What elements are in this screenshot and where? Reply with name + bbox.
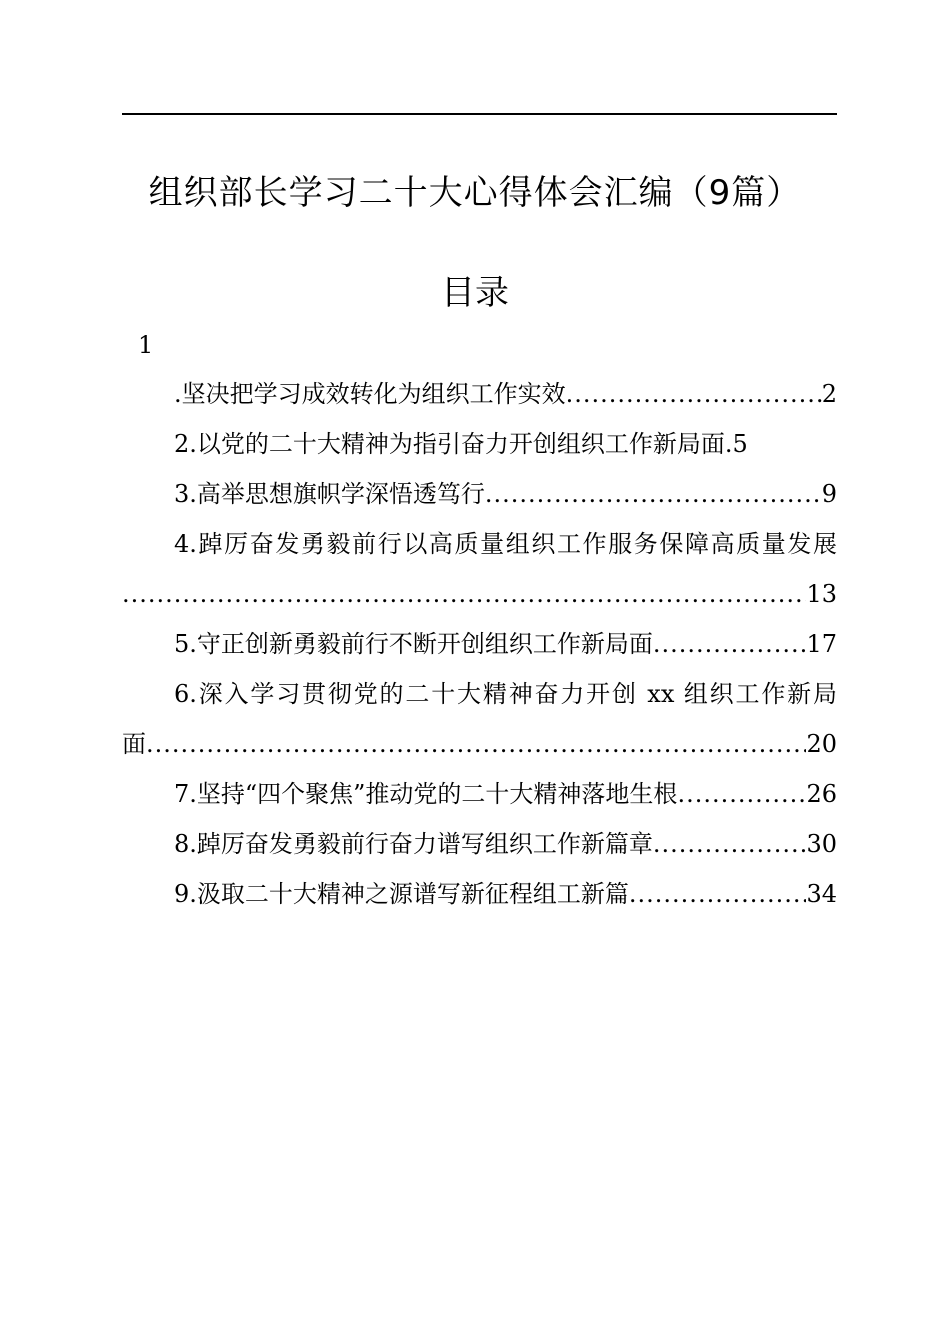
- toc-entry-title: .坚决把学习成效转化为组织工作实效: [174, 380, 566, 408]
- toc-entry-7[interactable]: [122, 769, 837, 819]
- toc-leader-dots: [653, 619, 807, 669]
- toc-list: [122, 369, 837, 919]
- toc-entry-title: 9.汲取二十大精神之源谱写新征程组工新篇: [174, 880, 629, 908]
- toc-entry-5[interactable]: [122, 619, 837, 669]
- toc-entry-title: 6.深入学习贯彻党的二十大精神奋力开创 xx 组织工作新局: [174, 680, 837, 708]
- toc-entry-6[interactable]: [122, 669, 837, 769]
- toc-entry-8[interactable]: [122, 819, 837, 869]
- toc-entry-4[interactable]: [122, 519, 837, 619]
- toc-entry-page: 13: [806, 580, 837, 608]
- toc-entry-1[interactable]: [122, 369, 837, 419]
- toc-leader-dots: [629, 869, 807, 919]
- toc-entry-page: 30: [806, 830, 837, 858]
- toc-leader-dots: [653, 819, 807, 869]
- toc-entry-title: 7.坚持“四个聚焦”推动党的二十大精神落地生根: [174, 780, 678, 808]
- toc-leader-dots: [566, 369, 822, 419]
- toc-entry-page: 9: [821, 480, 837, 508]
- toc-entry-page: 2: [821, 380, 837, 408]
- toc-entry-page: 20: [806, 730, 837, 758]
- toc-entry-title: 8.踔厉奋发勇毅前行奋力谱写组织工作新篇章: [174, 830, 653, 858]
- toc-entry-3[interactable]: [122, 469, 837, 519]
- toc-entry-title: 3.高举思想旗帜学深悟透笃行: [174, 480, 485, 508]
- header-rule: [122, 113, 837, 115]
- toc-entry-2[interactable]: [122, 419, 837, 469]
- document-title: 组织部长学习二十大心得体会汇编（9篇）: [148, 173, 802, 213]
- toc-leader-dots: [146, 719, 806, 769]
- toc-entry-page: .5: [724, 430, 748, 458]
- toc-leader-dots: [122, 569, 806, 619]
- toc-entry-page: 34: [806, 880, 837, 908]
- toc-entry-title: 4.踔厉奋发勇毅前行以高质量组织工作服务保障高质量发展: [174, 530, 837, 558]
- toc-entry-title: 2.以党的二十大精神为指引奋力开创组织工作新局面: [174, 430, 725, 458]
- toc-entry-page: 17: [806, 630, 837, 658]
- toc-entry-page: 26: [806, 780, 837, 808]
- toc-heading: 目录: [441, 273, 509, 313]
- toc-leader-dots: [485, 469, 822, 519]
- toc-entry-title: 5.守正创新勇毅前行不断开创组织工作新局面: [174, 630, 653, 658]
- toc-entry-title-continued: 面: [122, 730, 146, 758]
- toc-entry-9[interactable]: [122, 869, 837, 919]
- toc-leader-dots: [677, 769, 806, 819]
- stray-number: 1: [138, 331, 154, 359]
